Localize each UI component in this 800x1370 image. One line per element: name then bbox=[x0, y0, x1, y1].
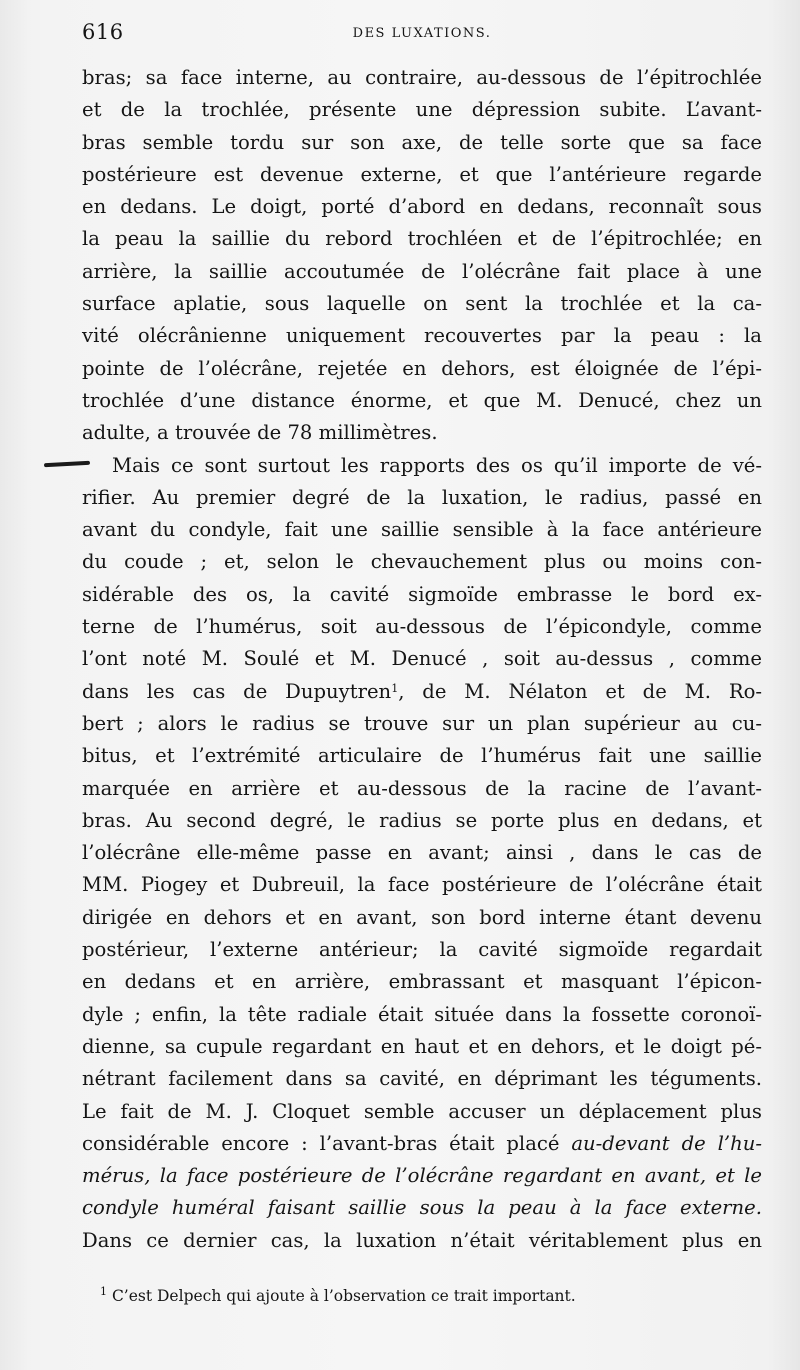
paragraph-end-line: adulte, a trouvée de 78 millimètres. bbox=[82, 421, 438, 445]
text-line: Le fait de M. J. Cloquet semble accuser un déplacement plus bbox=[82, 1099, 762, 1123]
text-line: arrière, la saillie accoutumée de l’olécrâne fait place à une bbox=[82, 259, 762, 283]
text-line: bert ; alors le radius se trouve sur un plan supérieur au cu- bbox=[82, 711, 762, 735]
italic-text-line: mérus, la face postérieure de l’olécrâne regardant en avant, et le bbox=[82, 1164, 762, 1188]
text-line-mixed-italic bbox=[82, 1128, 762, 1160]
text-line: la peau la saillie du rebord trochléen et de l’épitrochlée; en bbox=[82, 227, 762, 251]
page-number: 616 bbox=[82, 20, 124, 44]
page-header bbox=[82, 18, 762, 50]
text-line: l’olécrâne elle-même passe en avant; ainsi , dans le cas de bbox=[82, 841, 762, 865]
italic-text-line: condyle huméral faisant saillie sous la peau à la face externe. bbox=[82, 1196, 762, 1220]
text-line: du coude ; et, selon le chevauchement plus ou moins con- bbox=[82, 550, 762, 574]
footnote-reference: 1 bbox=[391, 681, 399, 695]
text-line: marquée en arrière et au-dessous de la racine de l’avant- bbox=[82, 776, 762, 800]
text-line-with-footnote-ref bbox=[82, 676, 762, 708]
text-line: en dedans et en arrière, embrassant et masquant l’épicon- bbox=[82, 970, 762, 994]
text-line: bras; sa face interne, au contraire, au-dessous de l’épitrochlée bbox=[82, 66, 762, 89]
text-line: bitus, et l’extrémité articulaire de l’humérus fait une saillie bbox=[82, 744, 762, 768]
text-line: avant du condyle, fait une saillie sensible à la face antérieure bbox=[82, 518, 762, 542]
footnote-marker: 1 bbox=[100, 1285, 107, 1298]
footnote-text: C’est Delpech qui ajoute à l’observation ce trait important. bbox=[111, 1287, 576, 1305]
footnote bbox=[100, 1286, 740, 1306]
text-segment: dans les cas de Dupuytren bbox=[82, 679, 392, 703]
text-segment: , de M. Nélaton et de M. Ro- bbox=[398, 679, 763, 703]
text-line: sidérable des os, la cavité sigmoïde embrasse le bord ex- bbox=[82, 582, 762, 606]
text-line: dyle ; enfin, la tête radiale était située dans la fossette coronoï- bbox=[82, 1002, 762, 1026]
text-line: postérieur, l’externe antérieur; la cavité sigmoïde regardait bbox=[82, 938, 762, 962]
text-line: terne de l’humérus, soit au-dessous de l’épicondyle, comme bbox=[82, 615, 762, 639]
text-line: postérieure est devenue externe, et que l’antérieure regarde bbox=[82, 162, 762, 186]
running-title: DES LUXATIONS. bbox=[352, 26, 492, 41]
italic-text-segment: au-devant de l’hu- bbox=[571, 1131, 762, 1155]
text-line: Dans ce dernier cas, la luxation n’était véritablement plus en bbox=[82, 1228, 762, 1252]
paragraph-start-line: Mais ce sont surtout les rapports des os qu’il importe de vé- bbox=[112, 453, 762, 477]
text-line: dienne, sa cupule regardant en haut et en dehors, et le doigt pé- bbox=[82, 1034, 762, 1058]
text-line: bras semble tordu sur son axe, de telle sorte que sa face bbox=[82, 130, 762, 154]
text-line: dirigée en dehors et en avant, son bord interne étant devenu bbox=[82, 905, 762, 929]
text-line: vité olécrânienne uniquement recouvertes par la peau : la bbox=[82, 324, 762, 348]
text-line: trochlée d’une distance énorme, et que M. Denucé, chez un bbox=[82, 388, 762, 412]
text-line: MM. Piogey et Dubreuil, la face postérieure de l’olécrâne était bbox=[82, 873, 762, 897]
text-segment: considérable encore : l’avant-bras était placé bbox=[82, 1131, 572, 1155]
text-line: bras. Au second degré, le radius se porte plus en dedans, et bbox=[82, 808, 762, 832]
text-line: en dedans. Le doigt, porté d’abord en dedans, reconnaît sous bbox=[82, 195, 762, 219]
text-line: surface aplatie, sous laquelle on sent la trochlée et la ca- bbox=[82, 292, 762, 316]
text-line: et de la trochlée, présente une dépression subite. L’avant- bbox=[82, 98, 762, 122]
text-line: nétrant facilement dans sa cavité, en déprimant les téguments. bbox=[82, 1067, 762, 1091]
text-line: rifier. Au premier degré de la luxation, le radius, passé en bbox=[82, 485, 762, 509]
body-text bbox=[82, 62, 762, 1257]
text-line: l’ont noté M. Soulé et M. Denucé , soit au-dessus , comme bbox=[82, 647, 762, 671]
text-line: pointe de l’olécrâne, rejetée en dehors, est éloignée de l’épi- bbox=[82, 356, 762, 380]
